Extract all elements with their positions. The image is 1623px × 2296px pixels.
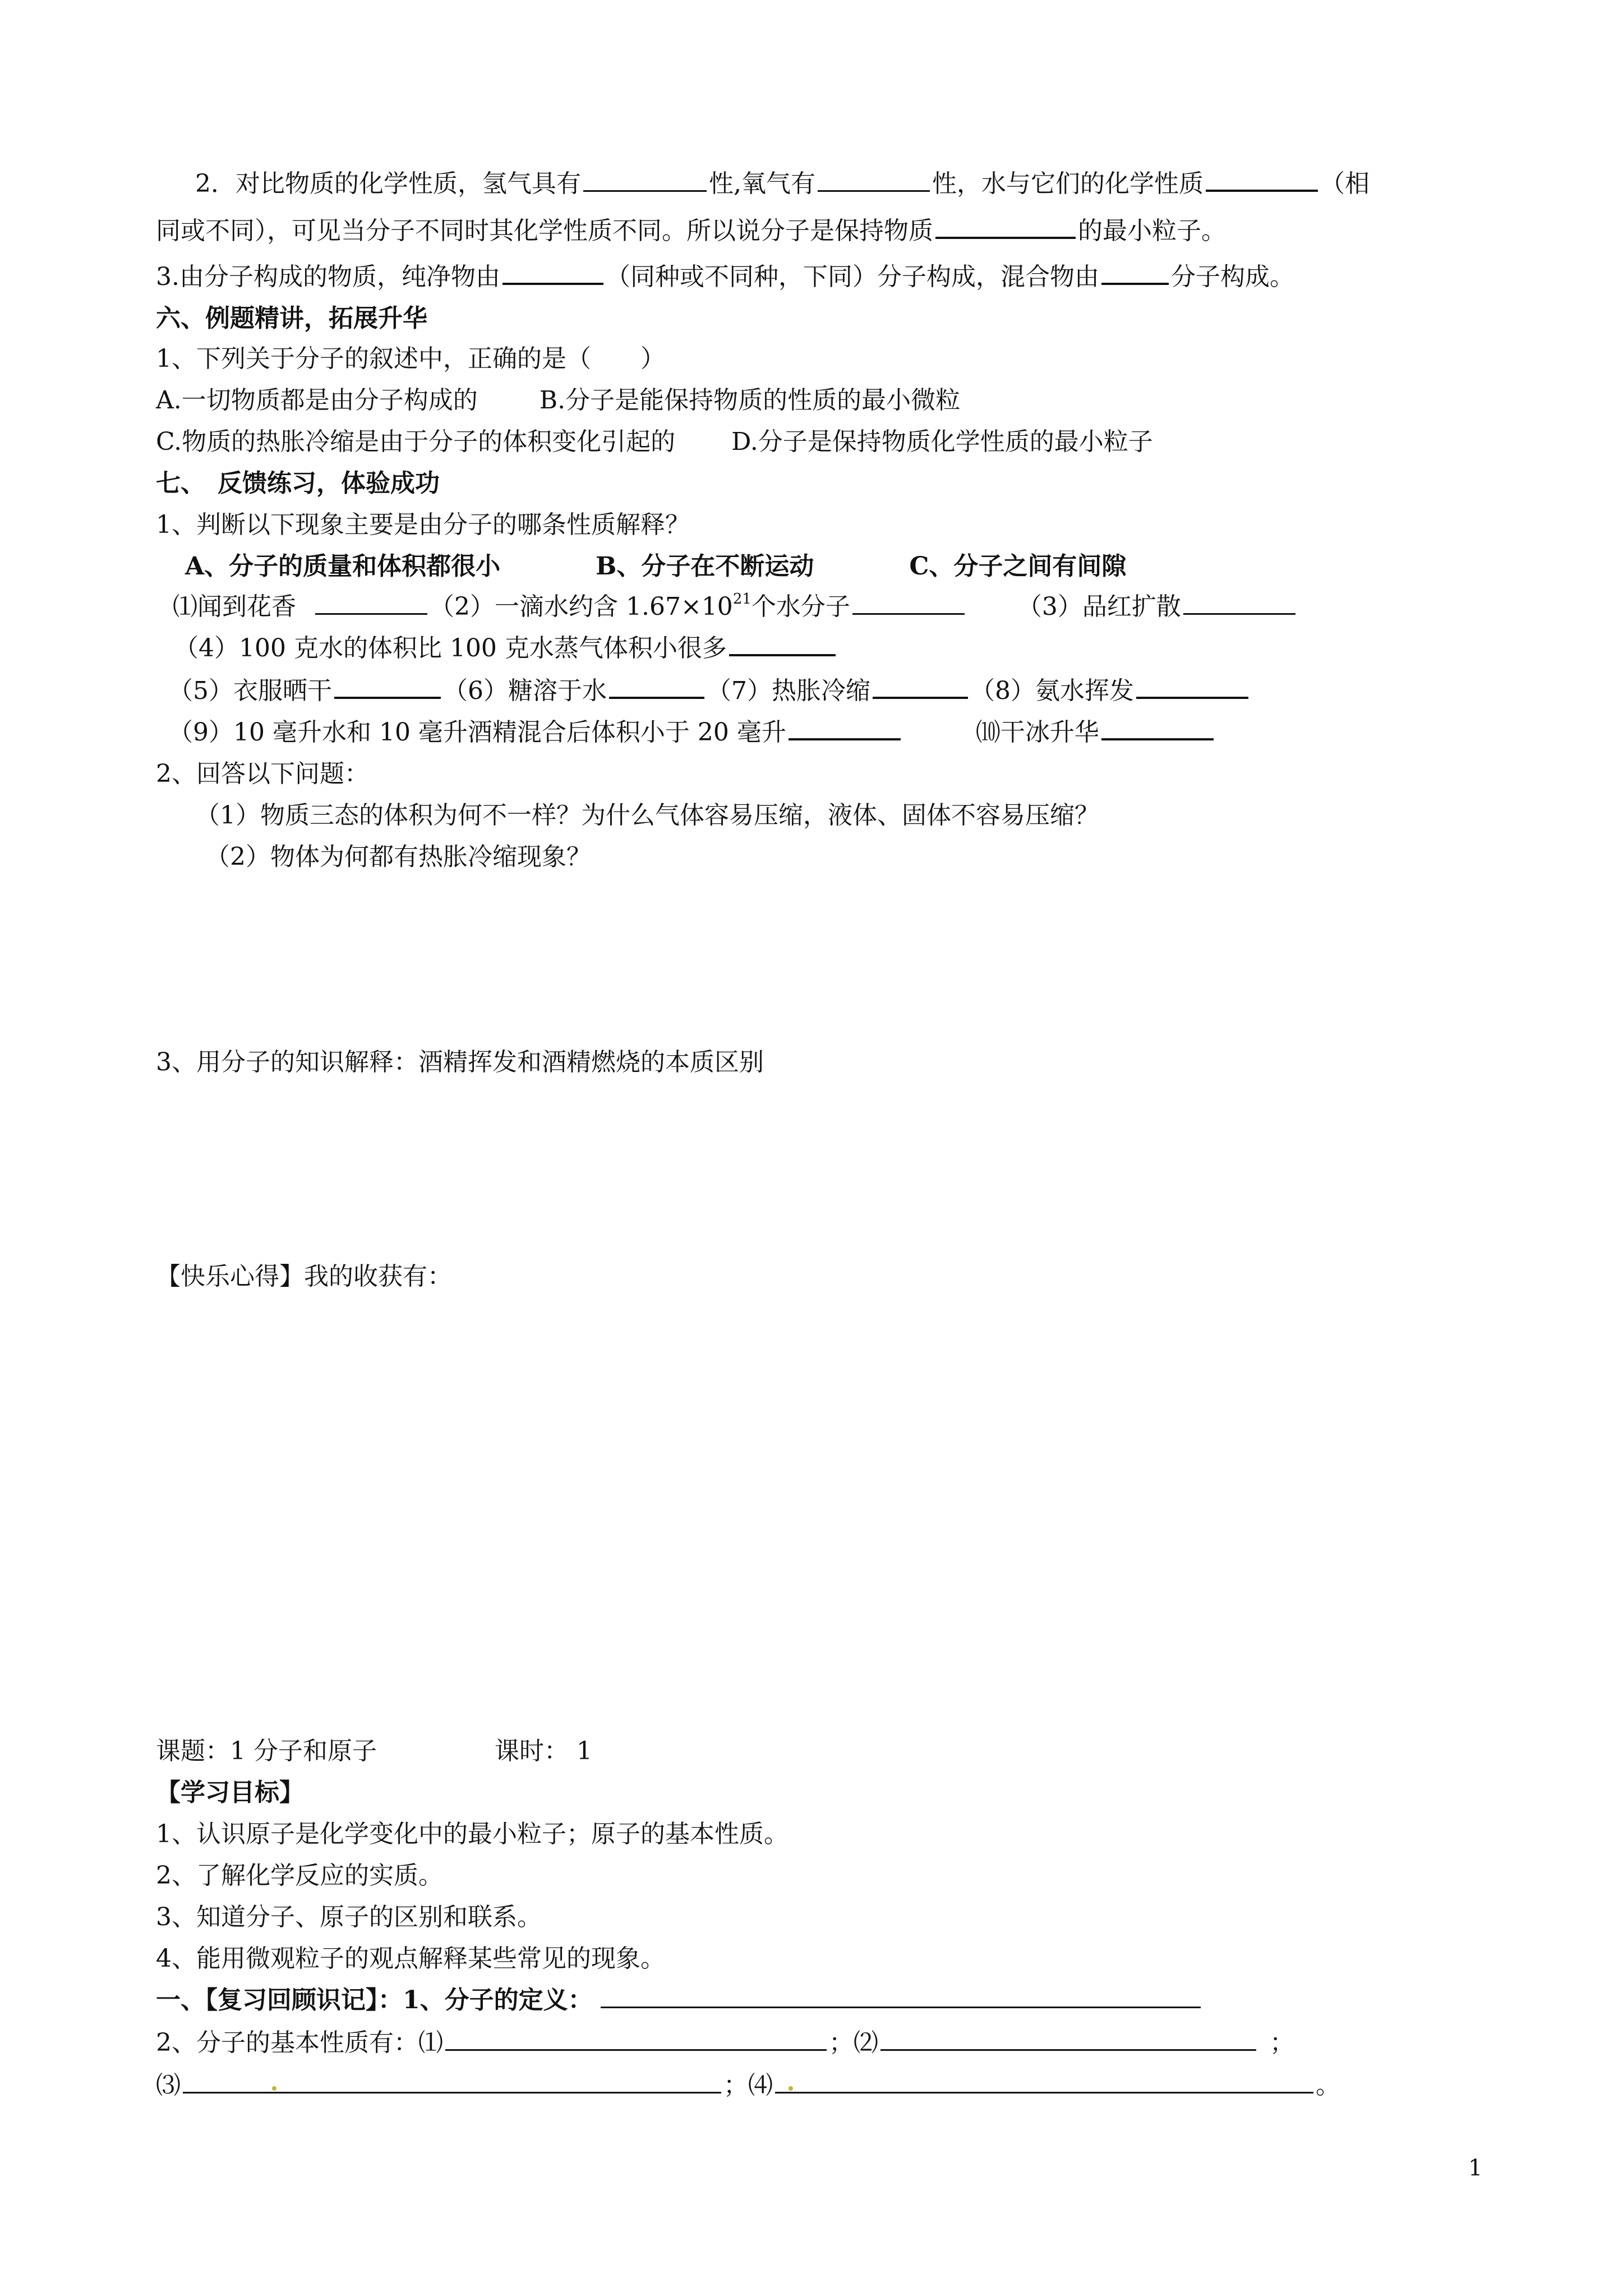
text: 。 [1316, 2071, 1340, 2100]
answer-blank[interactable] [852, 592, 965, 615]
lesson-header [156, 1736, 592, 1767]
text: 分子构成。 [1170, 263, 1294, 291]
example-question-1: 1、下列关于分子的叙述中，正确的是（ ） [156, 344, 665, 373]
item-5: （5）衣服晒干 [168, 677, 332, 705]
answer-blank[interactable] [445, 2028, 827, 2051]
item-3: （3）品红扩散 [1017, 592, 1181, 621]
text: 性,氧气有 [709, 169, 815, 198]
properties-line [156, 2027, 1294, 2059]
text: ； [1270, 2028, 1294, 2057]
answer-blank[interactable] [1183, 592, 1295, 615]
text: 3.由分子构成的物质，纯净物由 [156, 263, 500, 291]
answer-blank[interactable] [502, 261, 603, 285]
item-1: ⑴闻到花香 [173, 592, 296, 621]
goals-heading: 【学习目标】 [156, 1778, 304, 1807]
property-c: C、分子之间有间隙 [909, 552, 1127, 581]
lesson-title: 课题：1 分子和原子 [156, 1737, 377, 1765]
text: （相 [1320, 169, 1370, 198]
question-2-line-1 [195, 168, 1370, 200]
option-c[interactable]: C.物质的热胀冷缩是由于分子的体积变化引起的 [156, 427, 676, 456]
items-row-1 [173, 591, 1298, 623]
answer-blank[interactable] [935, 215, 1076, 239]
properties-line-2 [156, 2070, 1340, 2101]
feedback-question-1: 1、判断以下现象主要是由分子的哪条性质解释？ [156, 510, 690, 539]
feedback-question-3: 3、用分子的知识解释：酒精挥发和酒精燃烧的本质区别 [156, 1048, 764, 1076]
feedback-question-2-2: （2）物体为何都有热胀冷缩现象？ [205, 843, 591, 871]
goal-2: 2、了解化学反应的实质。 [156, 1861, 443, 1890]
property-3-label: ⑶ [156, 2071, 181, 2100]
goal-3: 3、知道分子、原子的区别和联系。 [156, 1903, 542, 1931]
item-2: （2）一滴水约含 1.67×10 [430, 592, 733, 621]
item-10: ⑽干冰升华 [975, 718, 1099, 747]
answer-blank[interactable] [1136, 675, 1248, 699]
question-3 [156, 261, 1294, 293]
goal-1: 1、认识原子是化学变化中的最小粒子；原子的基本性质。 [156, 1820, 789, 1848]
property-4-label: ；⑷ [723, 2071, 773, 2100]
answer-blank[interactable] [601, 1985, 1201, 2008]
answer-blank[interactable] [818, 169, 930, 192]
exponent: 21 [732, 591, 751, 608]
feedback-question-2: 2、回答以下问题： [156, 760, 369, 788]
goal-4: 4、能用微观粒子的观点解释某些常见的现象。 [156, 1944, 665, 1973]
feedback-question-2-1: （1）物质三态的体积为何不一样？为什么气体容易压缩，液体、固体不容易压缩？ [195, 801, 1099, 830]
review-heading: 一、【复习回顾识记】 [156, 1986, 378, 2014]
text: 性，水与它们的化学性质 [932, 169, 1204, 198]
mark-dot [272, 2086, 276, 2091]
items-row-4 [168, 717, 1216, 748]
review-definition-label: ：1、分子的定义： [378, 1986, 593, 2014]
answer-blank[interactable] [334, 675, 441, 699]
property-b: B、分子在不断运动 [596, 552, 814, 581]
text: 的最小粒子。 [1078, 217, 1226, 245]
answer-blank[interactable] [315, 592, 427, 615]
item-7: （7）热胀冷缩 [707, 677, 870, 705]
answer-blank[interactable] [583, 169, 707, 192]
page-number: 1 [1468, 2155, 1483, 2181]
item-9: （9）10 毫升水和 10 毫升酒精混合后体积小于 20 毫升 [168, 718, 786, 747]
answer-blank[interactable] [873, 675, 968, 699]
properties-label: 2、分子的基本性质有：⑴ [156, 2028, 443, 2057]
answer-blank[interactable] [183, 2070, 721, 2093]
option-b[interactable]: B.分子是能保持物质的性质的最小微粒 [539, 386, 961, 415]
happy-reflection: 【快乐心得】我的收获有： [156, 1262, 452, 1291]
item-4: （4）100 克水的体积比 100 克水蒸气体积小很多 [174, 634, 727, 662]
options-row-2 [156, 426, 1502, 458]
answer-blank[interactable] [1206, 168, 1318, 192]
items-row-2 [174, 633, 838, 664]
answer-blank[interactable] [880, 2028, 1256, 2051]
answer-blank[interactable] [1101, 717, 1214, 740]
question-2-line-2 [156, 215, 1226, 247]
answer-blank[interactable] [729, 633, 836, 656]
option-d[interactable]: D.分子是保持物质化学性质的最小粒子 [731, 427, 1153, 456]
text: 2．对比物质的化学性质，氢气具有 [195, 169, 581, 198]
item-6: （6）糖溶于水 [443, 677, 607, 705]
item-2-suffix: 个水分子 [751, 592, 850, 621]
review-line [156, 1985, 1203, 2016]
mark-dot [789, 2086, 793, 2091]
lesson-period: 课时： 1 [494, 1737, 592, 1765]
answer-blank[interactable] [1101, 261, 1169, 285]
item-8: （8）氨水挥发 [970, 677, 1134, 705]
text: （同种或不同种，下同）分子构成，混合物由 [605, 263, 1099, 291]
items-row-3 [168, 675, 1251, 707]
options-row-1 [156, 385, 1502, 416]
answer-blank[interactable] [789, 717, 901, 740]
answer-blank[interactable] [609, 675, 704, 699]
text: 同或不同），可见当分子不同时其化学性质不同。所以说分子是保持物质 [156, 217, 933, 245]
option-a[interactable]: A.一切物质都是由分子构成的 [156, 386, 478, 415]
property-a: A、分子的质量和体积都很小 [185, 552, 501, 581]
property-2-label: ；⑵ [829, 2028, 878, 2057]
properties-row [185, 551, 1126, 582]
section-7-heading: 七、 反馈练习，体验成功 [156, 469, 440, 498]
section-6-heading: 六、例题精讲，拓展升华 [156, 304, 427, 333]
answer-blank[interactable] [775, 2070, 1313, 2093]
